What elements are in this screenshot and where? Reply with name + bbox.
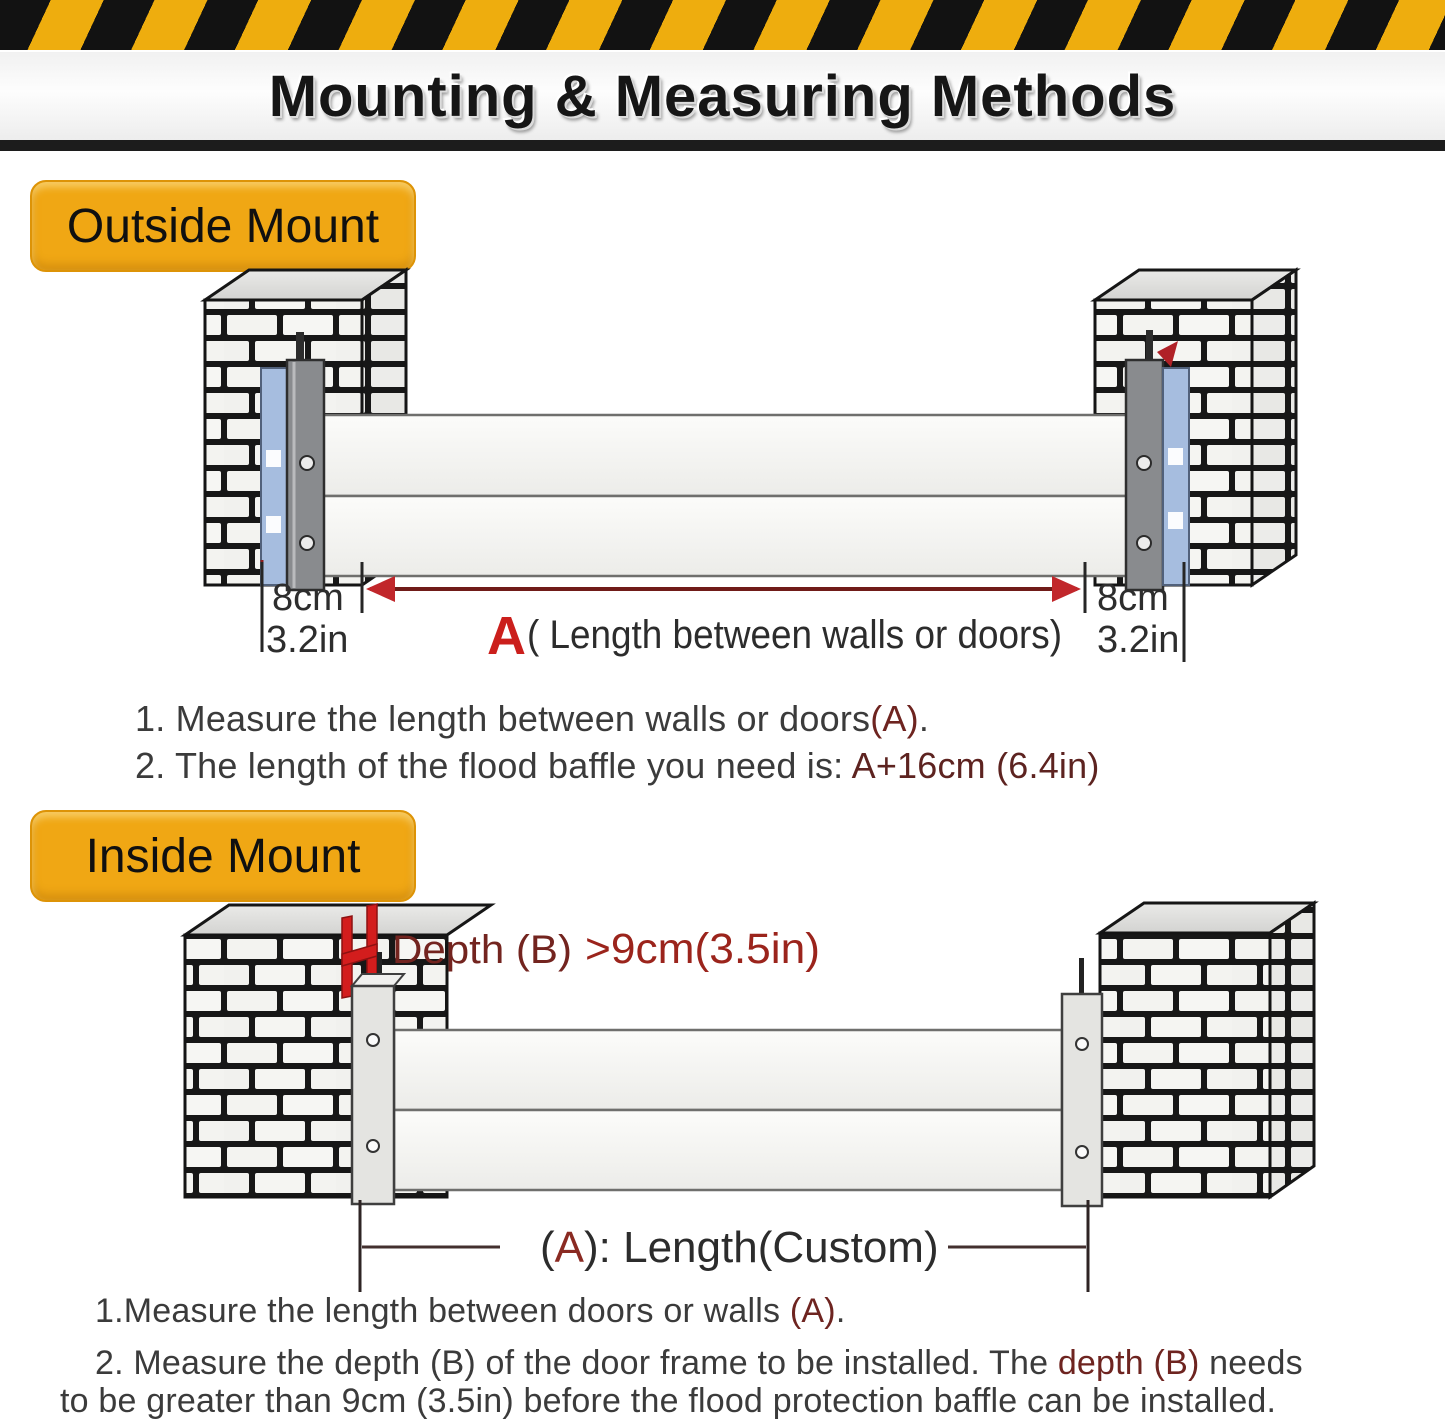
depth-value: >9cm(3.5in) — [585, 925, 820, 973]
screw-hole — [367, 1140, 379, 1152]
screw-hole — [1076, 1038, 1088, 1050]
right-offset-in: 3.2in — [1097, 619, 1180, 661]
outside-mount-label-text: Outside Mount — [66, 199, 380, 253]
inside-step-2-line2: to be greater than 9cm (3.5in) before the flood protection baffle can be installed. — [60, 1382, 1277, 1420]
flood-barrier-panels — [320, 415, 1132, 576]
right-brick-pillar — [1100, 903, 1314, 1197]
hazard-stripes — [0, 0, 1445, 52]
inside-step-2-line1: 2. Measure the depth (B) of the door frame to be installed. The depth (B) needs — [95, 1344, 1303, 1382]
left-offset-cm: 8cm — [272, 577, 344, 619]
banner-divider — [0, 140, 1445, 151]
arrow-head-right-icon — [1052, 576, 1081, 602]
depth-label: Depth (B) — [392, 928, 572, 972]
dimension-letter-a: A — [487, 606, 526, 666]
screw-hole — [367, 1034, 379, 1046]
length-dimension — [360, 1200, 1088, 1292]
depth-annotation — [392, 925, 820, 973]
right-offset-cm: 8cm — [1097, 577, 1169, 619]
screw-hole — [1076, 1146, 1088, 1158]
screw-hole — [1137, 536, 1151, 550]
title-band — [0, 52, 1445, 140]
inside-mount-label-text: Inside Mount — [85, 829, 361, 883]
screw-hole — [300, 456, 314, 470]
inside-step-1: 1.Measure the length between doors or walls (A). — [95, 1292, 846, 1330]
outside-mount-label — [30, 180, 416, 272]
outside-step-2: 2. The length of the flood baffle you need is: A+16cm (6.4in) — [135, 745, 1100, 786]
screw-hole — [1137, 456, 1151, 470]
inside-mount-diagram — [0, 895, 1445, 1295]
flood-barrier-panels — [394, 1030, 1062, 1190]
outside-step-1: 1. Measure the length between walls or doors(A). — [135, 698, 930, 739]
dimension-caption: ( Length between walls or doors) — [527, 613, 1062, 657]
left-offset-in: 3.2in — [266, 619, 349, 661]
screw-hole — [300, 536, 314, 550]
length-caption: (A): Length(Custom) — [540, 1223, 939, 1272]
right-mounting-channel — [1126, 330, 1189, 590]
left-mounting-channel — [261, 332, 324, 590]
page-title: Mounting & Measuring Methods — [268, 63, 1177, 129]
right-mounting-channel — [1062, 958, 1102, 1206]
inside-mount-label — [30, 810, 416, 902]
header-banner — [0, 0, 1445, 151]
outside-mount-diagram — [0, 260, 1445, 680]
